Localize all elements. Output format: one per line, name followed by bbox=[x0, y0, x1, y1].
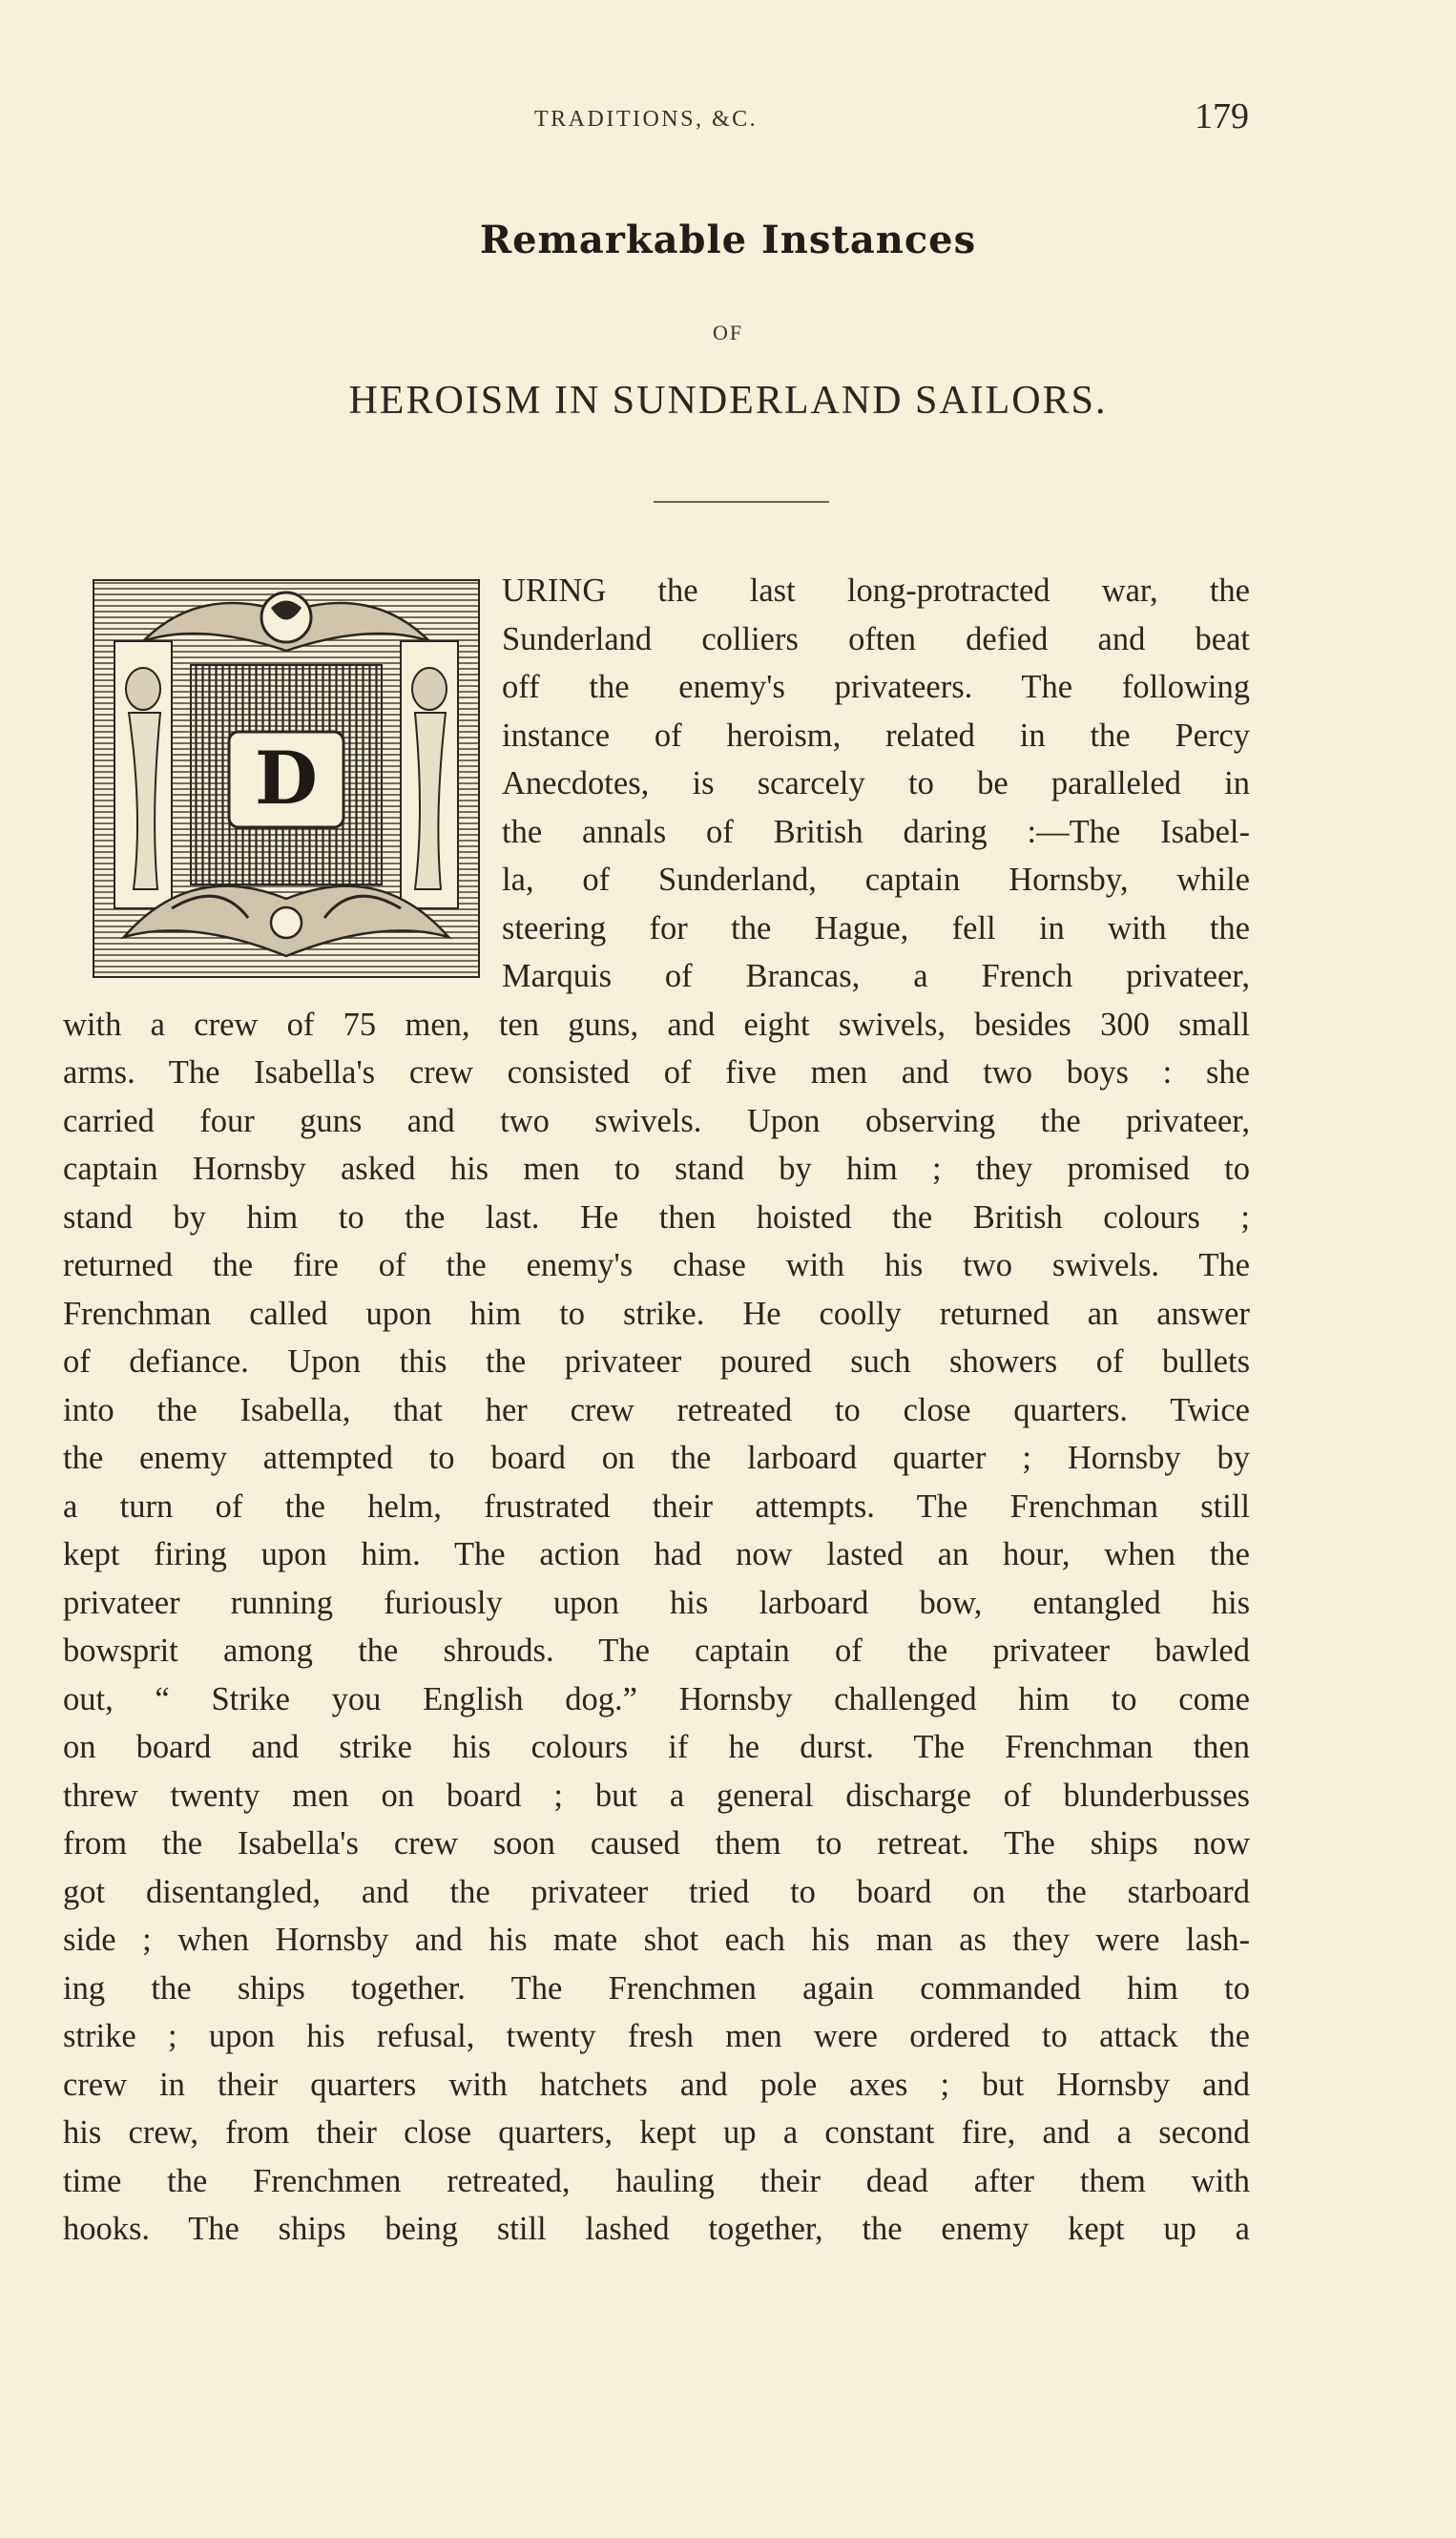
running-head bbox=[0, 95, 1456, 143]
text-line: threw twenty men on board ; but a general discharge of blunderbusses bbox=[63, 1777, 1250, 1814]
text-line: privateer running furiously upon his larboard bow, entangled his bbox=[63, 1584, 1250, 1621]
text-line: kept firing upon him. The action had now lasted an hour, when the bbox=[63, 1536, 1250, 1572]
text-line: a turn of the helm, frustrated their attempts. The Frenchman still bbox=[63, 1487, 1250, 1525]
text-line: hooks. The ships being still lashed together, the enemy kept up a bbox=[63, 2211, 1250, 2247]
body-text bbox=[63, 567, 1250, 2254]
text-line: on board and strike his colours if he durst. The Frenchman then bbox=[63, 1729, 1250, 1765]
text-line: off the enemy's privateers. The following bbox=[502, 669, 1250, 705]
text-line: from the Isabella's crew soon caused them to retreat. The ships now bbox=[63, 1825, 1250, 1862]
text-line: URING the last long-protracted war, the bbox=[502, 572, 1250, 609]
text-line: Sunderland colliers often defied and beat bbox=[502, 620, 1250, 657]
running-title: TRADITIONS, &C. bbox=[534, 107, 759, 132]
text-line: side ; when Hornsby and his mate shot each his man as they were lash- bbox=[63, 1922, 1250, 1958]
text-line: carried four guns and two swivels. Upon observing the privateer, bbox=[63, 1102, 1250, 1139]
drop-cap-letter: D bbox=[255, 736, 318, 821]
text-line: with a crew of 75 men, ten guns, and eight swivels, besides 300 small bbox=[63, 1006, 1250, 1043]
text-line: stand by him to the last. He then hoisted the British colours ; bbox=[63, 1198, 1250, 1236]
text-line: captain Hornsby asked his men to stand by him ; they promised to bbox=[63, 1151, 1250, 1187]
page-number: 179 bbox=[1195, 96, 1249, 136]
chapter-title-main: HEROISM IN SUNDERLAND SAILORS. bbox=[348, 379, 1108, 423]
chapter-title-of: OF bbox=[712, 321, 744, 344]
text-line: ing the ships together. The Frenchmen again commanded him to bbox=[63, 1969, 1250, 2007]
text-line: bowsprit among the shrouds. The captain of the privateer bawled bbox=[63, 1633, 1250, 1669]
title-divider bbox=[654, 501, 829, 503]
text-line: of defiance. Upon this the privateer poured such showers of bullets bbox=[63, 1343, 1250, 1380]
text-line: instance of heroism, related in the Percy bbox=[502, 717, 1250, 754]
text-line: strike ; upon his refusal, twenty fresh men were ordered to attack the bbox=[63, 2018, 1250, 2054]
text-line: crew in their quarters with hatchets and pole axes ; but Hornsby and bbox=[63, 2066, 1250, 2103]
text-line: steering for the Hague, fell in with the bbox=[502, 909, 1250, 947]
text-line: Anecdotes, is scarcely to be paralleled in bbox=[502, 765, 1250, 801]
text-line: la, of Sunderland, captain Hornsby, while bbox=[502, 862, 1250, 898]
text-line: Marquis of Brancas, a French privateer, bbox=[502, 958, 1250, 994]
text-line: out, “ Strike you English dog.” Hornsby challenged him to come bbox=[63, 1680, 1250, 1717]
text-line: returned the fire of the enemy's chase with his two swivels. The bbox=[63, 1247, 1250, 1283]
text-line: arms. The Isabella's crew consisted of five men and two boys : she bbox=[63, 1054, 1250, 1091]
text-line: time the Frenchmen retreated, hauling their dead after them with bbox=[63, 2162, 1250, 2199]
text-line: the annals of British daring :—The Isabel- bbox=[502, 813, 1250, 850]
text-line: the enemy attempted to board on the larboard quarter ; Hornsby by bbox=[63, 1440, 1250, 1476]
text-line: into the Isabella, that her crew retreated to close quarters. Twice bbox=[63, 1391, 1250, 1428]
text-line: got disentangled, and the privateer tried to board on the starboard bbox=[63, 1873, 1250, 1910]
text-line: his crew, from their close quarters, kept up a constant fire, and a second bbox=[63, 2114, 1250, 2151]
text-line: Frenchman called upon him to strike. He coolly returned an answer bbox=[63, 1295, 1250, 1332]
chapter-title-blackletter: Remarkable Instances bbox=[479, 218, 977, 262]
